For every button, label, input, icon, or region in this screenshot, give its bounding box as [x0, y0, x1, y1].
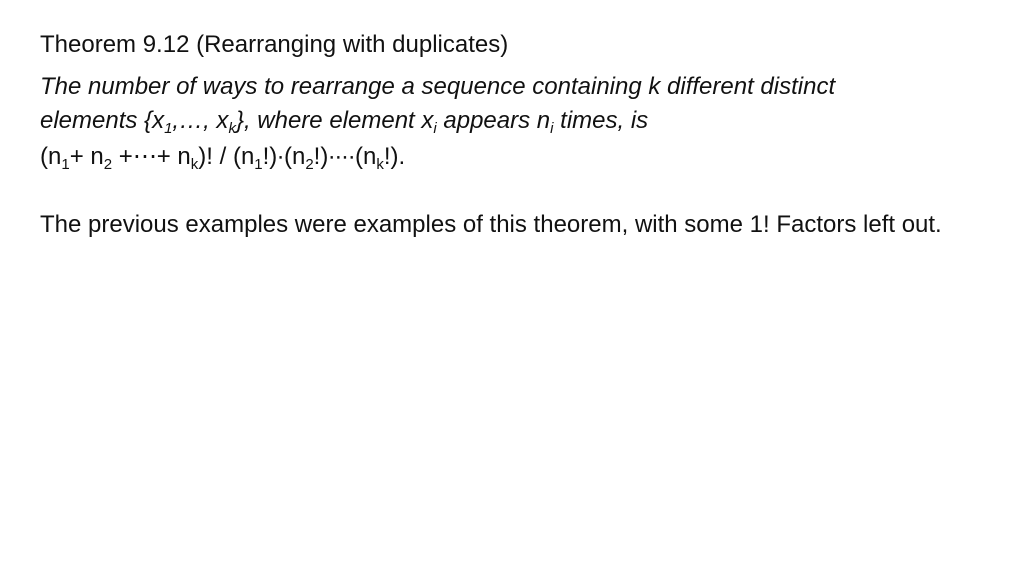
note-paragraph: The previous examples were examples of this theorem, with some 1! Factors left out. — [40, 211, 942, 238]
formula-text: !)∙∙∙∙(n — [313, 143, 377, 170]
spacer — [40, 174, 990, 208]
statement-text: appears n — [436, 107, 551, 134]
formula-text: !). — [383, 143, 406, 170]
statement-subscript: i — [433, 120, 437, 137]
theorem-title: Theorem 9.12 (Rearranging with duplicates) — [40, 31, 509, 58]
statement-subscript: k — [228, 120, 236, 137]
formula-text: !)∙(n — [262, 143, 306, 170]
formula-subscript: k — [376, 156, 384, 173]
theorem-statement-line-2 — [40, 104, 990, 138]
statement-text: elements {x — [40, 107, 165, 134]
formula-subscript: 2 — [305, 156, 314, 173]
formula-subscript: 1 — [254, 156, 263, 173]
statement-text: ,…, x — [172, 107, 229, 134]
formula-text: + n — [69, 143, 104, 170]
formula-subscript: 1 — [61, 156, 70, 173]
statement-subscript: 1 — [164, 120, 173, 137]
statement-text: }, where element x — [235, 107, 434, 134]
statement-subscript: i — [550, 120, 554, 137]
slide-content — [40, 28, 990, 242]
theorem-formula — [40, 140, 990, 174]
formula-text: +⋯+ n — [112, 143, 191, 170]
statement-text: times, is — [553, 107, 649, 134]
formula-text: (n — [40, 143, 62, 170]
formula-subscript: 2 — [103, 156, 113, 173]
formula-subscript: k — [190, 156, 199, 173]
formula-text: )! / (n — [198, 143, 255, 170]
theorem-statement-line-1: The number of ways to rearrange a sequence containing k different distinct — [40, 73, 836, 100]
